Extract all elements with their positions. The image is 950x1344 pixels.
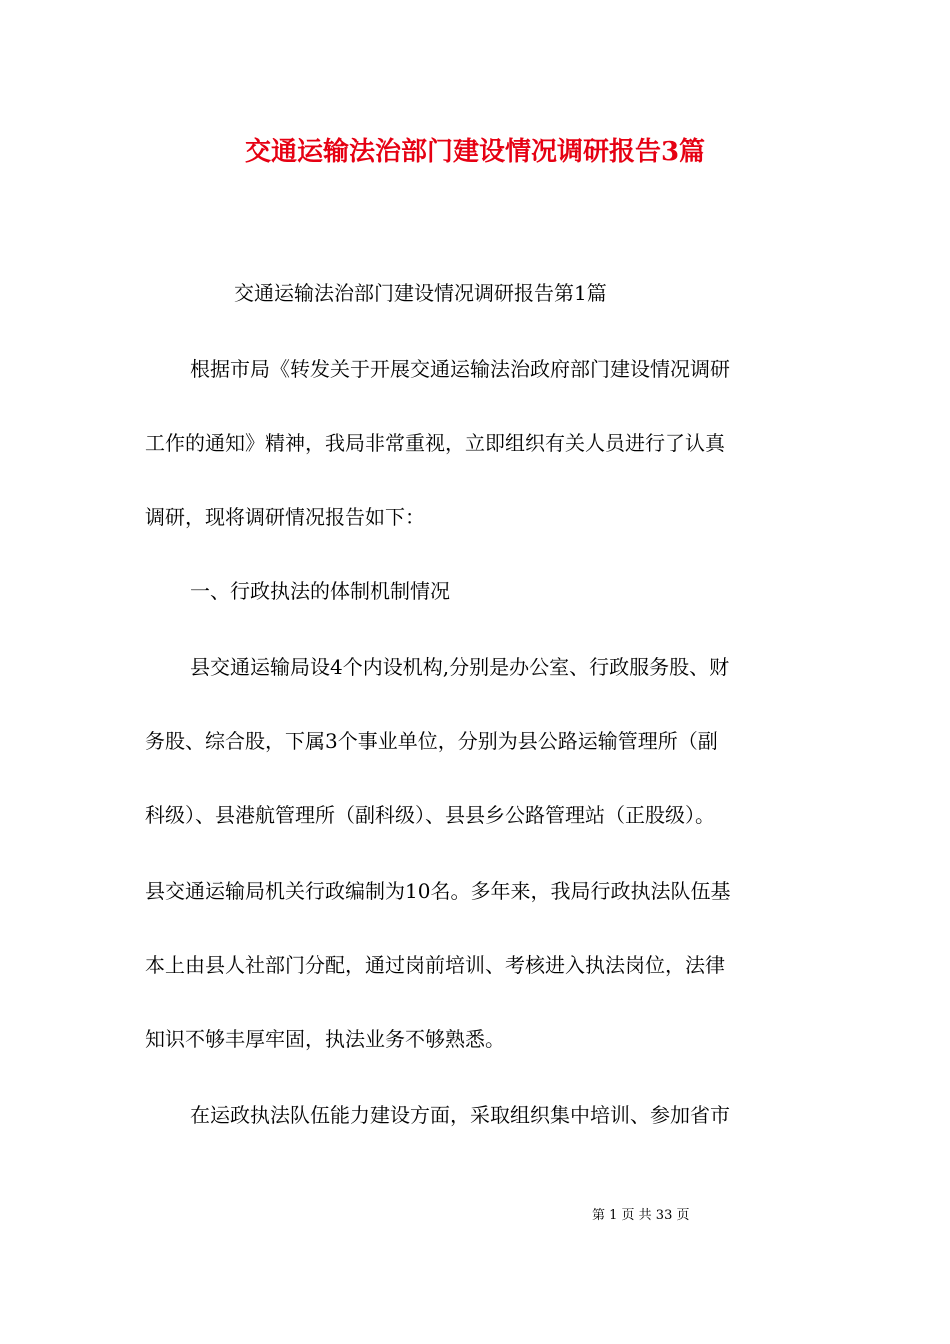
paragraph-line: 科级）、县港航管理所（副科级）、县县乡公路管理站（正股级）。	[145, 803, 715, 827]
paragraph-line: 务股、综合股，下属3个事业单位，分别为县公路运输管理所（副	[145, 729, 718, 753]
paragraph-line: 根据市局《转发关于开展交通运输法治政府部门建设情况调研	[190, 357, 730, 381]
section-subtitle: 交通运输法治部门建设情况调研报告第1篇	[234, 281, 607, 305]
section-heading: 一、行政执法的体制机制情况	[190, 579, 450, 603]
paragraph-line: 县交通运输局设4个内设机构,分别是办公室、行政服务股、财	[190, 655, 730, 679]
page-number-footer: 第 1 页 共 33 页	[592, 1208, 690, 1223]
paragraph-line: 工作的通知》精神，我局非常重视，立即组织有关人员进行了认真	[145, 431, 725, 455]
paragraph-line: 知识不够丰厚牢固，执法业务不够熟悉。	[145, 1027, 505, 1051]
paragraph-line: 县交通运输局机关行政编制为10名。多年来，我局行政执法队伍基	[145, 879, 731, 903]
paragraph-line: 本上由县人社部门分配，通过岗前培训、考核进入执法岗位，法律	[145, 953, 725, 977]
document-title: 交通运输法治部门建设情况调研报告3篇	[244, 137, 706, 167]
paragraph-line: 在运政执法队伍能力建设方面，采取组织集中培训、参加省市	[190, 1103, 730, 1127]
paragraph-line: 调研，现将调研情况报告如下：	[145, 505, 425, 529]
